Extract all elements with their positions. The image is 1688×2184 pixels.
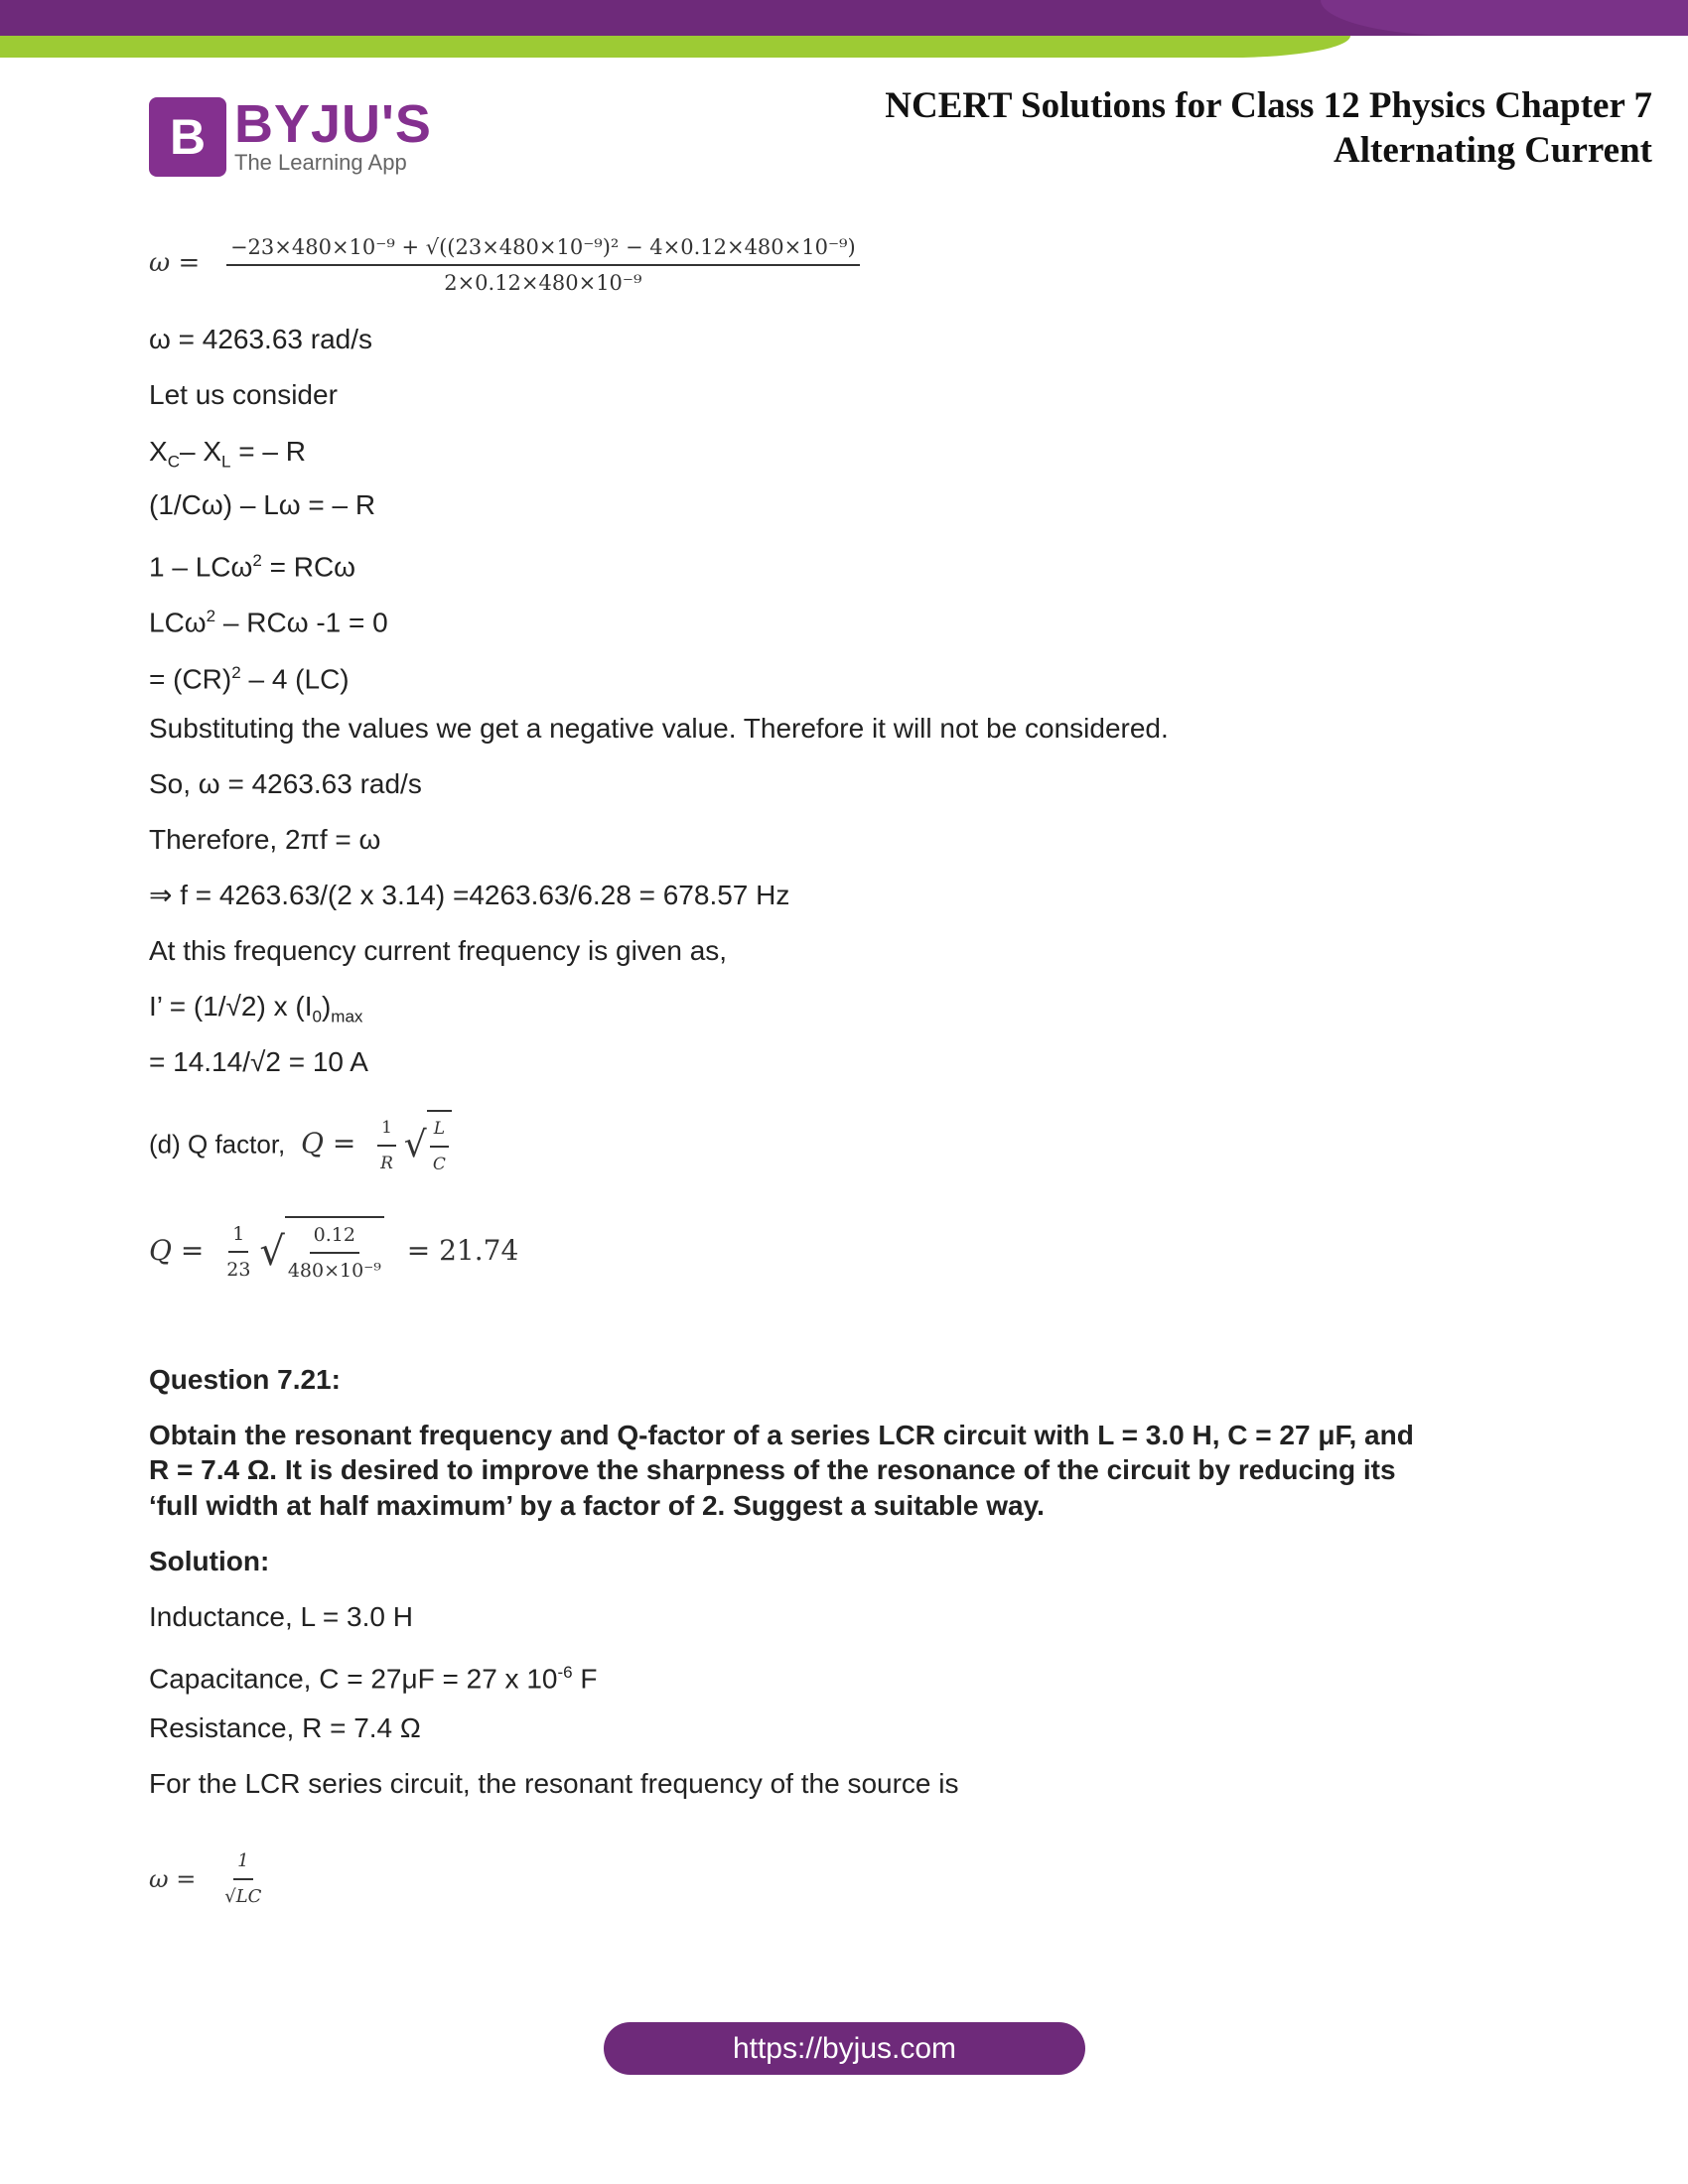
text-line: LCω$^2$ – RCω -1 = 0 — [149, 607, 388, 638]
question-text: ‘full width at half maximum’ by a factor of 2. Suggest a suitable way. — [149, 1490, 1045, 1521]
logo-name: BYJU'S — [234, 94, 432, 154]
logo-tagline: The Learning App — [234, 150, 407, 175]
q-result: = 21.74 — [406, 1233, 519, 1267]
omega-quadratic-equation — [149, 230, 860, 300]
logo-icon: B — [149, 97, 226, 177]
question-text: R = 7.4 Ω. It is desired to improve the sharpness of the resonance of the circuit by reducing its — [149, 1454, 1396, 1485]
text-line: Substituting the values we get a negative value. Therefore it will not be considered. — [149, 713, 1169, 744]
title-line-2: Alternating Current — [1334, 130, 1652, 171]
title-line-1: NCERT Solutions for Class 12 Physics Chapter 7 — [885, 85, 1652, 126]
text-line: (1/Cω) – Lω = – R — [149, 489, 376, 520]
text-line: At this frequency current frequency is given as, — [149, 935, 728, 966]
resonant-frequency-formula: ω = $\frac{1}{√LC}$ — [149, 1844, 261, 1914]
text-line: I’ = (1/√2) x $(I_0)_{max}$ — [149, 991, 363, 1026]
solution-heading: Solution: — [149, 1546, 270, 1576]
q-factor-label: (d) Q factor, — [149, 1129, 286, 1160]
text-line: For the LCR series circuit, the resonant frequency of the source is — [149, 1768, 959, 1799]
byjus-logo — [149, 94, 432, 177]
text-line: Let us consider — [149, 379, 338, 410]
question-heading: Question 7.21: — [149, 1364, 341, 1395]
text-line: ω = 4263.63 rad/s — [149, 324, 373, 354]
text-line: 1 – LCω$^2$ = RCω — [149, 551, 356, 583]
eq-lhs: ω = — [149, 247, 201, 278]
text-line: Therefore, 2πf = ω — [149, 824, 381, 855]
text-line: Resistance, R = 7.4 Ω — [149, 1712, 421, 1743]
question-text: Obtain the resonant frequency and Q-factor of a series LCR circuit with L = 3.0 H, C = 27 μF, and — [149, 1420, 1414, 1450]
eq-lhs: ω = — [149, 1864, 197, 1893]
eq-denominator: 2×0.12×480×10⁻⁹ — [444, 271, 642, 295]
q-factor-formula: (d) Q factor, Q = $\frac{1}{R}$ √ $\frac{L}{C}$ — [149, 1110, 452, 1181]
q-lhs: Q = — [301, 1127, 356, 1160]
page-title — [885, 83, 1652, 173]
text-line: = 14.14/√2 = 10 A — [149, 1046, 368, 1077]
text-line: Inductance, L = 3.0 H — [149, 1601, 413, 1632]
text-line: ⇒ f = 4263.63/(2 x 3.14) =4263.63/6.28 = 678.57 Hz — [149, 880, 790, 910]
website-link[interactable]: https://byjus.com — [604, 2022, 1085, 2075]
text-line: So, ω = 4263.63 rad/s — [149, 768, 422, 799]
header-accent-band — [0, 36, 1350, 58]
q-factor-calculation: Q = $\frac{1}{23}$ √ $\frac{0.12}{\text{480×10⁻⁹}}$ = 21.74 — [149, 1216, 518, 1288]
eq-numerator: −23×480×10⁻⁹ + √((23×480×10⁻⁹)² − 4×0.12×480×10⁻⁹) — [226, 230, 860, 266]
text-line: = (CR)$^2$ – 4 (LC) — [149, 663, 350, 695]
text-line: Capacitance, C = 27μF = 27 x $10^{-6}$ F — [149, 1663, 598, 1695]
text-line: $X_C-$ $X_L$ = – R — [149, 436, 306, 472]
q-calc-lhs: Q = — [149, 1233, 205, 1267]
